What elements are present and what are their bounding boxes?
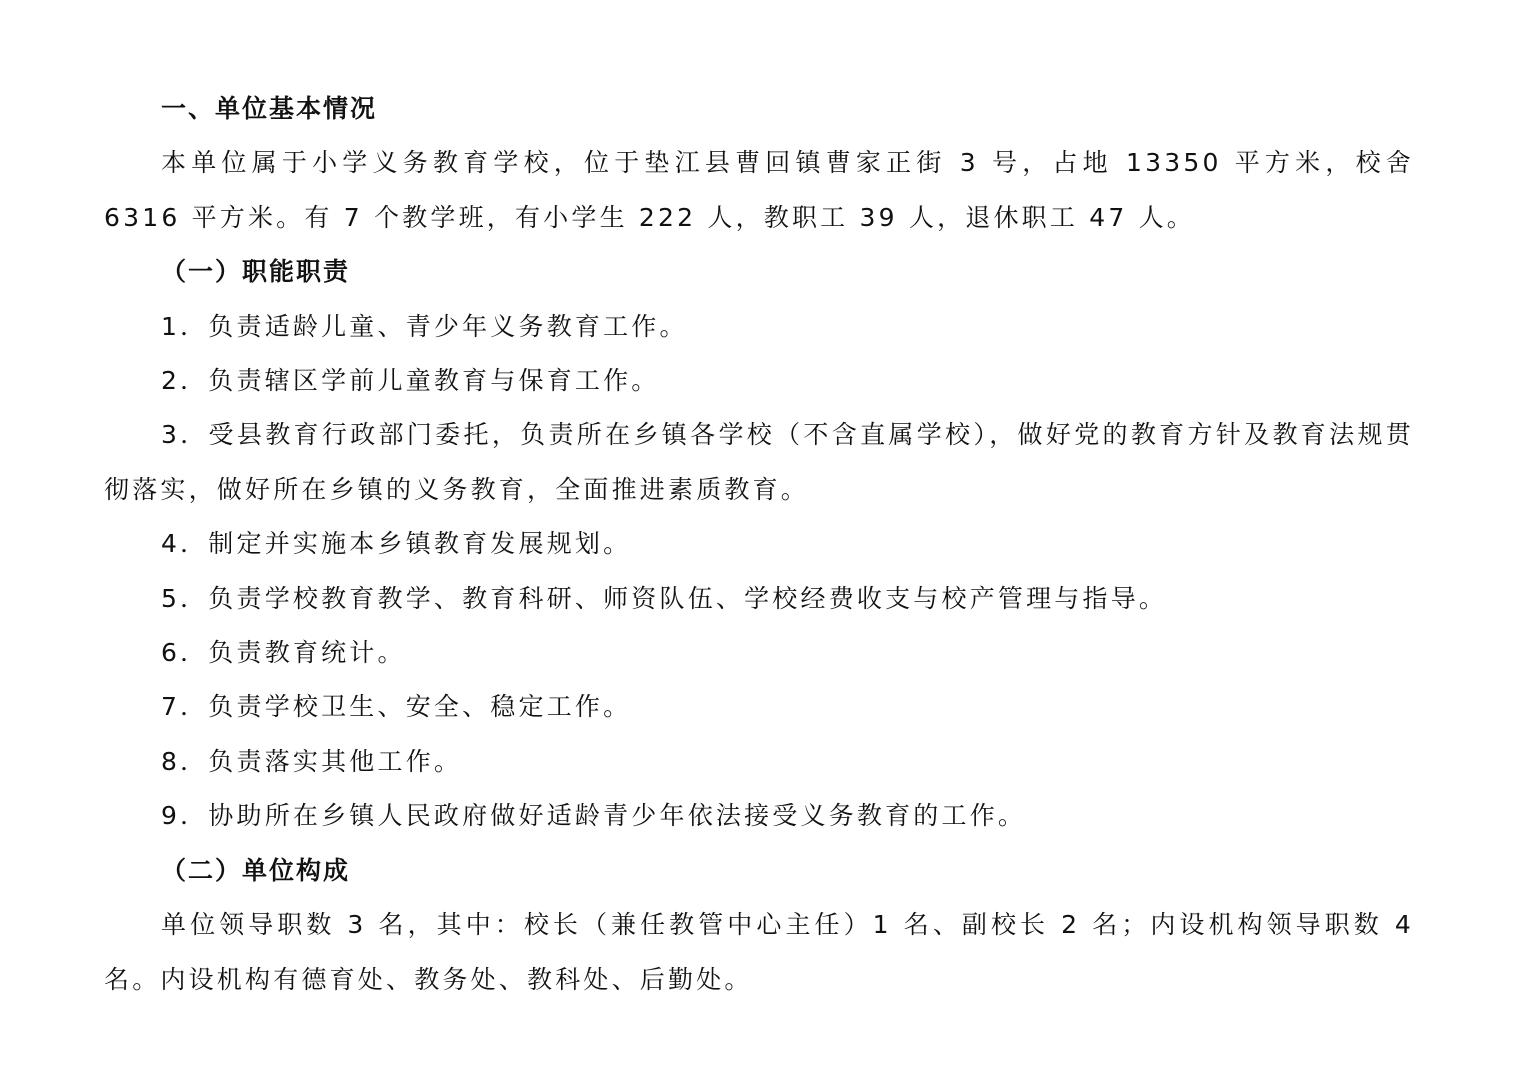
- structure-heading: （二）单位构成: [161, 855, 351, 885]
- duty-item-6: 6．负责教育统计。: [161, 638, 406, 668]
- duty-item-3: 3．受县教育行政部门委托，负责所在乡镇各学校（不含直属学校），做好党的教育方针及教育法规贯彻落实，做好所在乡镇的义务教育，全面推进素质教育。: [104, 420, 1414, 504]
- duty-item-9: 9．协助所在乡镇人民政府做好适龄青少年依法接受义务教育的工作。: [161, 801, 1027, 831]
- document-page: [104, 82, 1414, 1007]
- duties-heading: （一）职能职责: [161, 257, 351, 287]
- duty-item-8: 8．负责落实其他工作。: [161, 746, 463, 776]
- intro-paragraph: 本单位属于小学义务教育学校，位于垫江县曹回镇曹家正街 3 号，占地 13350 平方米，校舍 6316 平方米。有 7 个教学班，有小学生 222 人，教职工 39 人，退休职工 47 人。: [104, 148, 1414, 232]
- structure-paragraph: 单位领导职数 3 名，其中：校长（兼任教管中心主任）1 名、副校长 2 名；内设机构领导职数 4 名。内设机构有德育处、教务处、教科处、后勤处。: [104, 910, 1414, 994]
- duty-item-2: 2．负责辖区学前儿童教育与保育工作。: [161, 366, 660, 396]
- section-title: 一、单位基本情况: [161, 94, 378, 123]
- duty-item-1: 1．负责适龄儿童、青少年义务教育工作。: [161, 311, 688, 341]
- duty-item-7: 7．负责学校卫生、安全、稳定工作。: [161, 692, 632, 722]
- duty-item-5: 5．负责学校教育教学、教育科研、师资队伍、学校经费收支与校产管理与指导。: [161, 583, 1168, 613]
- duty-item-4: 4．制定并实施本乡镇教育发展规划。: [161, 529, 632, 559]
